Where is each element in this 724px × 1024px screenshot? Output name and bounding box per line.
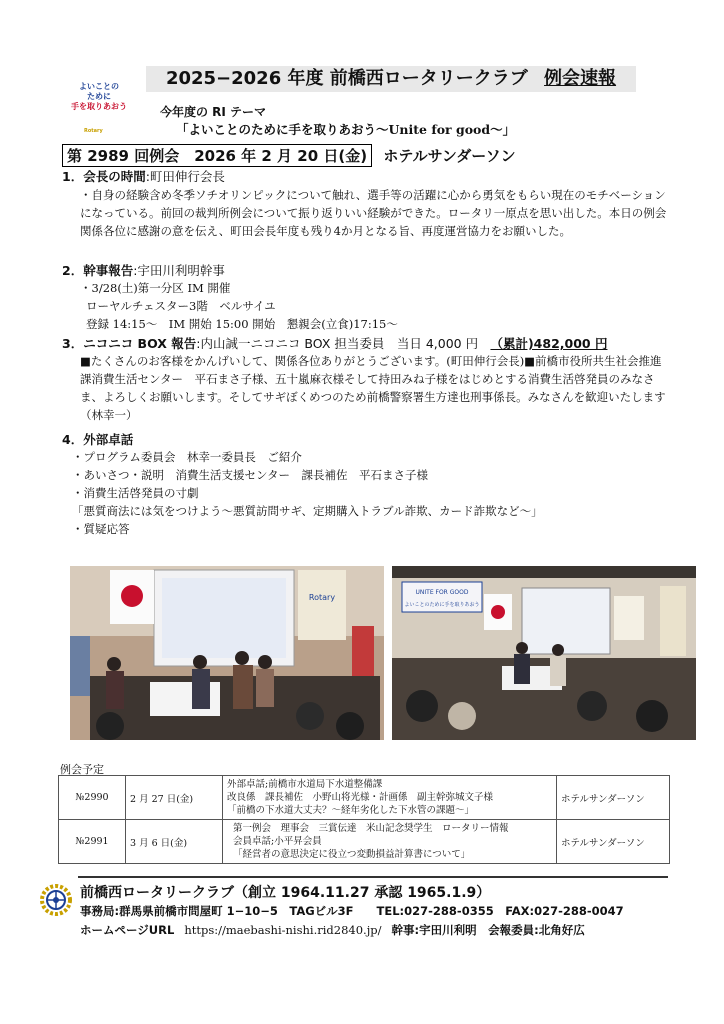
- section-4-title: 4．外部卓話: [62, 432, 134, 447]
- svg-text:UNITE FOR GOOD: UNITE FOR GOOD: [415, 589, 469, 596]
- footer-hp-url[interactable]: https://maebashi-nishi.rid2840.jp/: [184, 923, 382, 937]
- photo-left-image: [70, 566, 384, 740]
- section-2-speaker: :宇田川利明幹事: [133, 263, 225, 278]
- section-1-body: ・自身の経験含め冬季ソチオリンピックについて触れ、選手等の活躍に心から勇気をもらい現在のモチベーションになっている。前回の裁判所例会について振り返りいい経験ができた。ロータリ一原点を思い出した。本日の例会関係各位に感謝の意を伝え、町田会長年度も残り4か月となる旨、再度運営協力をお願いした。: [80, 188, 667, 238]
- section-1-speaker: :町田伸行会長: [145, 169, 225, 184]
- page-title: [146, 66, 636, 92]
- section-1-title: 1．会長の時間: [62, 169, 146, 184]
- footer-hp: [80, 922, 585, 938]
- theme-text: 「よいことのために手を取りあおう〜Unite for good〜」: [176, 122, 516, 137]
- section-4-line-3: ・消費生活啓発員の寸劇: [72, 486, 199, 500]
- theme-label: 今年度の RI テーマ: [160, 105, 267, 119]
- schedule-venue: ホテルサンダーソン: [557, 776, 670, 820]
- rotary-wheel-icon: [40, 884, 72, 916]
- photo-left: [70, 566, 384, 740]
- svg-text:よいことのために手を取りあおう: よいことのために手を取りあおう: [404, 602, 480, 608]
- schedule-content-line: 「経営者の意思決定に役立つ変動損益計算書について」: [233, 849, 471, 860]
- section-4-line-1: ・プログラム委員会 林幸一委員長 ご紹介: [72, 450, 302, 464]
- section-3-title: 3．ニコニコ BOX 報告: [62, 336, 197, 351]
- title-main: 2025−2026 年度 前橋西ロータリークラブ: [165, 68, 528, 89]
- section-4-line-5: ・質疑応答: [72, 522, 130, 536]
- logo-line-3: 手を取りあおう: [71, 102, 127, 111]
- schedule-content-line: 会員卓話;小平昇会員: [233, 836, 322, 847]
- section-4-line-2: ・あいさつ・説明 消費生活支援センター 課長補佐 平石まさ子様: [72, 468, 429, 482]
- footer-divider: [78, 876, 668, 878]
- schedule-date: 3 月 6 日(金): [126, 820, 223, 864]
- schedule-table: [58, 775, 670, 864]
- footer-hp-label: ホームページURL: [80, 923, 175, 937]
- section-3-heading: [62, 334, 672, 352]
- section-3-speaker: :内山誠一ニコニコ BOX 担当委員 当日 4,000 円: [196, 336, 479, 351]
- schedule-content-line: 第一例会 理事会 三賞伝達 米山記念奨学生 ロータリー情報: [233, 823, 509, 834]
- section-secretary: [62, 261, 672, 333]
- title-highlight: 例会速報: [544, 68, 617, 89]
- schedule-heading: 例会予定: [60, 763, 104, 776]
- schedule-venue: ホテルサンダーソン: [557, 820, 670, 864]
- schedule-no: №2991: [59, 820, 126, 864]
- schedule-no: №2990: [59, 776, 126, 820]
- section-2-line-3: 登録 14:15〜 IM 開始 15:00 開始 懇親会(立食)17:15〜: [86, 317, 398, 331]
- meeting-label: 第 2989 回例会 2026 年 2 月 20 日(金): [62, 144, 372, 167]
- logo-line-2: ために: [87, 92, 111, 101]
- svg-text:Rotary: Rotary: [308, 593, 336, 602]
- section-2-heading: [62, 261, 672, 279]
- meeting-heading: [62, 144, 516, 167]
- photo-right: [392, 566, 696, 740]
- section-3-body: ■たくさんのお客様をかんげいして、関係各位ありがとうございます。(町田伸行会長)■前橋市役所共生社会推進課消費生活センター 平石まさ子様、五十嵐麻衣様そして持田みね子様をはじめとする消費生活啓発員のみなさま、よろしくお願いします。そしてサギぼくめつのため前橋警察署生方達也刑事係長。みなさんを歓迎いたします（林幸一）: [80, 354, 666, 422]
- section-2-line-2: ローヤルチェスター3階 ベルサイユ: [86, 299, 276, 313]
- footer-office: 事務局:群馬県前橋市問屋町 1−10−5 TAGビル3F TEL:027-288-0355 FAX:027-288-0047: [80, 904, 624, 918]
- schedule-date: 2 月 27 日(金): [126, 776, 223, 820]
- section-4-line-4: 「悪質商法には気をつけよう〜悪質訪問サギ、定期購入トラブル詐欺、カード詐欺など〜」: [72, 504, 543, 518]
- schedule-content-line: 改良係 課長補佐 小野山将光様・計画係 副主幹弥城文子様: [227, 792, 494, 803]
- photo-right-image: [392, 566, 696, 740]
- section-2-line-1: ・3/28(土)第一分区 IM 開催: [80, 281, 231, 295]
- logo-rotary: Rotary: [84, 128, 103, 134]
- section-talk: [62, 430, 682, 538]
- table-row: [59, 776, 670, 820]
- section-2-title: 2．幹事報告: [62, 263, 134, 278]
- footer-club-name: 前橋西ロータリークラブ（創立 1964.11.27 承認 1965.1.9）: [80, 885, 491, 901]
- footer-staff: 幹事:宇田川利明 会報委員:北角好広: [391, 923, 585, 937]
- schedule-content: [223, 820, 557, 864]
- schedule-content-line: 「前橋の下水道大丈夫？〜経年劣化した下水管の課題〜」: [227, 805, 475, 816]
- meeting-venue: ホテルサンダーソン: [383, 147, 516, 165]
- table-row: [59, 820, 670, 864]
- club-logo: [60, 82, 138, 142]
- logo-line-1: よいことの: [79, 82, 119, 91]
- section-president: [62, 167, 672, 240]
- schedule-content: [223, 776, 557, 820]
- section-1-heading: [62, 167, 672, 185]
- section-3-total: （累計)482,000 円: [490, 336, 608, 351]
- schedule-content-line: 外部卓話;前橋市水道局下水道整備課: [227, 779, 383, 790]
- section-nikoniko: [62, 334, 672, 424]
